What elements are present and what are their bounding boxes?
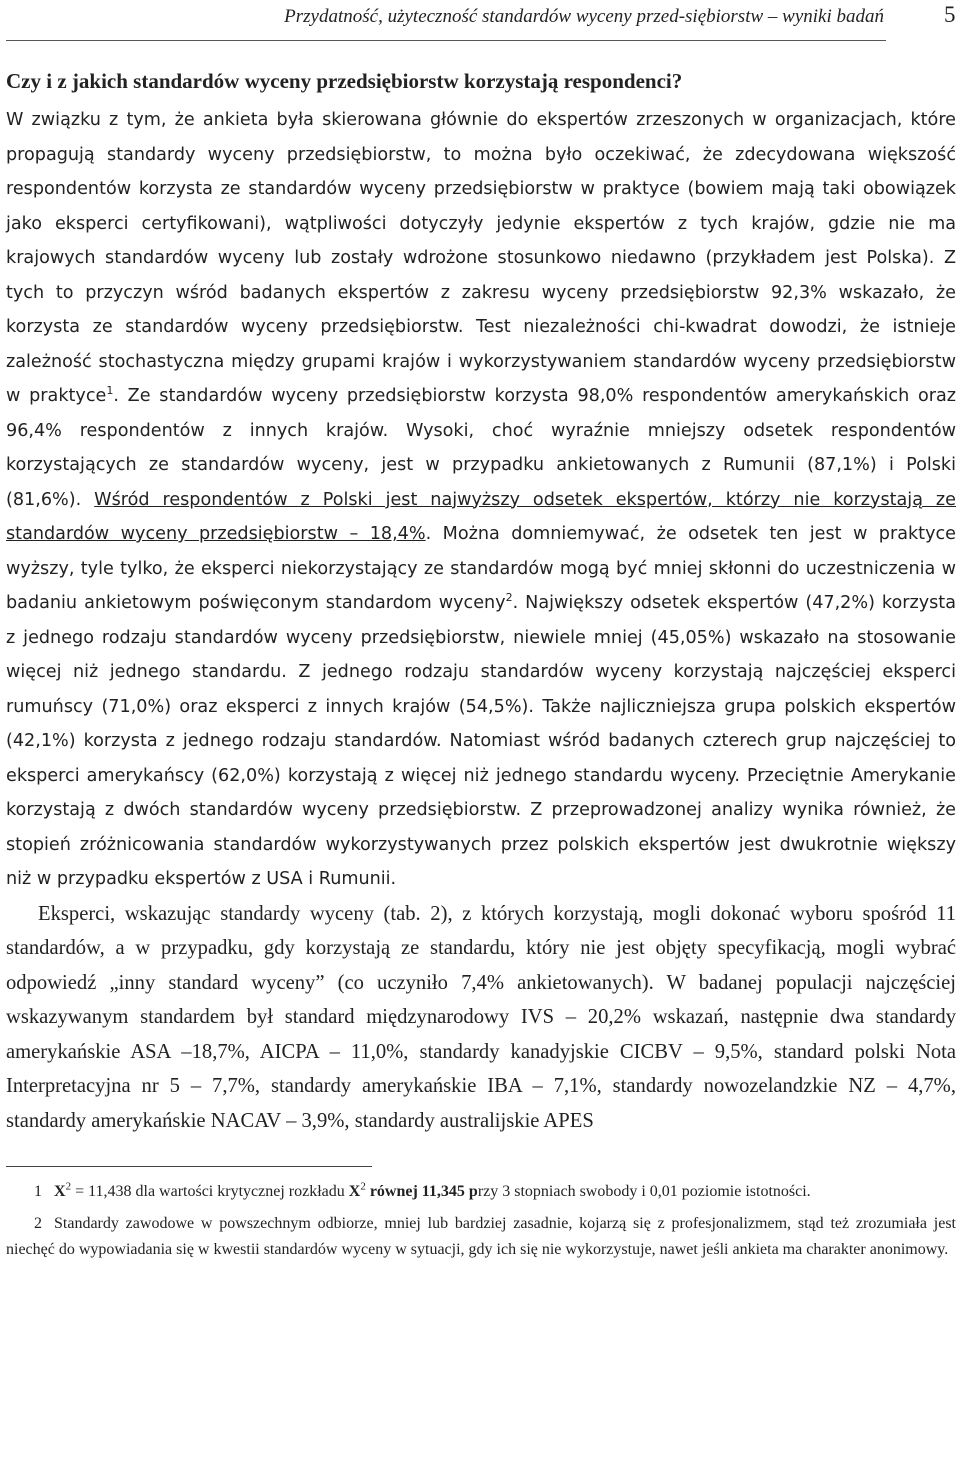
footnote-divider	[6, 1166, 372, 1167]
body-paragraph-2: Eksperci, wskazując standardy wyceny (tab. 2), z których korzystają, mogli dokonać wyboru spośród 11 standardów, a w przypadku, gdy korzystają ze standardu, który nie jest objęty specyfikacją, mogli wybrać odpowiedź „inny standard wyceny” (co uczyniło 7,4% ankietowanych). W badanej populacji najczęściej wskazywanym standardem był standard międzynarodowy IVS – 20,2% wskazań, następnie dwa standardy amerykańskie ASA –18,7%, AICPA – 11,0%, standardy kanadyjskie CICBV – 9,5%, standard polski Nota Interpretacyjna nr 5 – 7,7%, standardy amerykańskie IBA – 7,1%, standardy nowozelandzkie NZ – 4,7%, standardy amerykańskie NACAV – 3,9%, standardy australijskie APES	[6, 902, 956, 1132]
footnote-2-number: 2	[34, 1215, 42, 1232]
page-number: 5	[944, 2, 956, 27]
section-heading: Czy i z jakich standardów wyceny przedsiębiorstw korzystają respondenci?	[6, 69, 683, 93]
underlined-sentence: Wśród respondentów z Polski jest najwyższy odsetek ekspertów, którzy nie korzystają ze standardów wyceny przedsiębiorstw – 18,4%	[6, 489, 956, 544]
footnote-1-number: 1	[34, 1183, 42, 1200]
body-paragraph-1	[6, 103, 956, 897]
footnote-1-text-a: = 11,438 dla wartości krytycznej rozkładu	[71, 1183, 349, 1200]
footnote-1-superscript: 2	[65, 1180, 72, 1193]
footnote-ref-1[interactable]: 1	[106, 384, 114, 398]
page	[6, 0, 956, 1263]
footnote-2	[6, 1211, 956, 1263]
running-header	[6, 0, 886, 41]
footnote-1-bold-text: równej 11,345 p	[365, 1183, 478, 1200]
paragraph-1-text-b: . Ze standardów wyceny przedsiębiorstw korzysta 98,0% respondentów amerykańskich oraz 96,4% respondentów z innych krajów. Wysoki, choć wyraźnie mniejszy odsetek respondentów korzystających ze standardów wyceny, jest w przypadku ankietowanych z Rumunii (87,1%) i Polski (81,6%).	[6, 386, 956, 510]
footnote-ref-2[interactable]: 2	[505, 591, 513, 605]
paragraph-1-text-a: W związku z tym, że ankieta była skierowana głównie do ekspertów zrzeszonych w organizacjach, które propagują standardy wyceny przedsiębiorstw, to można było oczekiwać, że zdecydowana większość respondentów korzysta ze standardów wyceny przedsiębiorstw w praktyce (bowiem mają taki obowiązek jako eksperci certyfikowani), wątpliwości dotyczyły jedynie ekspertów z tych krajów, gdzie nie ma krajowych standardów wyceny lub zostały wdrożone stosunkowo niedawno (przykładem jest Polska). Z tych to przyczyn wśród badanych ekspertów z zakresu wyceny przedsiębiorstw 92,3% wskazało, że korzysta ze standardów wyceny przedsiębiorstw. Test niezależności chi-kwadrat dowodzi, że istnieje zależność stochastyczna między grupami krajów i wykorzystywaniem standardów wyceny przedsiębiorstw w praktyce	[6, 110, 956, 406]
running-header-title: Przydatność, użyteczność standardów wyceny przed-siębiorstw – wyniki badań	[284, 6, 884, 27]
footnote-1-x-symbol: X	[54, 1183, 66, 1200]
footnote-1	[6, 1179, 956, 1205]
footnote-1-x-symbol-b: X	[348, 1183, 361, 1200]
paragraph-1-text-d: . Największy odsetek ekspertów (47,2%) korzysta z jednego rodzaju standardów wyceny przedsiębiorstw, niewiele mniej (45,05%) wskazało na stosowanie więcej niż jednego standardu. Z jednego rodzaju standardów wyceny korzystają najczęściej eksperci rumuńscy (71,0%) oraz eksperci z innych krajów (54,5%). Także najliczniejsza grupa polskich ekspertów (42,1%) korzysta z jednego rodzaju standardów. Natomiast wśród badanych czterech grup najczęściej to eksperci amerykańscy (62,0%) korzystają z więcej niż jednego standardu wyceny. Przeciętnie Amerykanie korzystają z dwóch standardów wyceny przedsiębiorstw. Z przeprowadzonej analizy wynika również, że stopień zróżnicowania standardów wykorzystywanych przez polskich ekspertów jest dwukrotnie większy niż w przypadku ekspertów z USA i Rumunii.	[6, 593, 956, 889]
footnote-1-superscript-b: 2	[360, 1180, 366, 1193]
footnote-2-text: Standardy zawodowe w powszechnym odbiorze, mniej lub bardziej zasadnie, kojarzą się z profesjonalizmem, stąd też zrozumiała jest niechęć do wypowiadania się w kwestii standardów wyceny w sytuacji, gdy ich się nie wykorzystuje, nawet jeśli ankieta ma charakter anonimowy.	[6, 1215, 956, 1258]
paragraph-1-text-c: . Można domniemywać, że odsetek ten jest w praktyce wyższy, tyle tylko, że eksperci niekorzystający ze standardów mogą być mniej skłonni do uczestniczenia w badaniu ankietowym poświęconym standardom wyceny	[6, 524, 956, 613]
footnote-1-text-c: rzy 3 stopniach swobody i 0,01 poziomie istotności.	[477, 1183, 811, 1200]
